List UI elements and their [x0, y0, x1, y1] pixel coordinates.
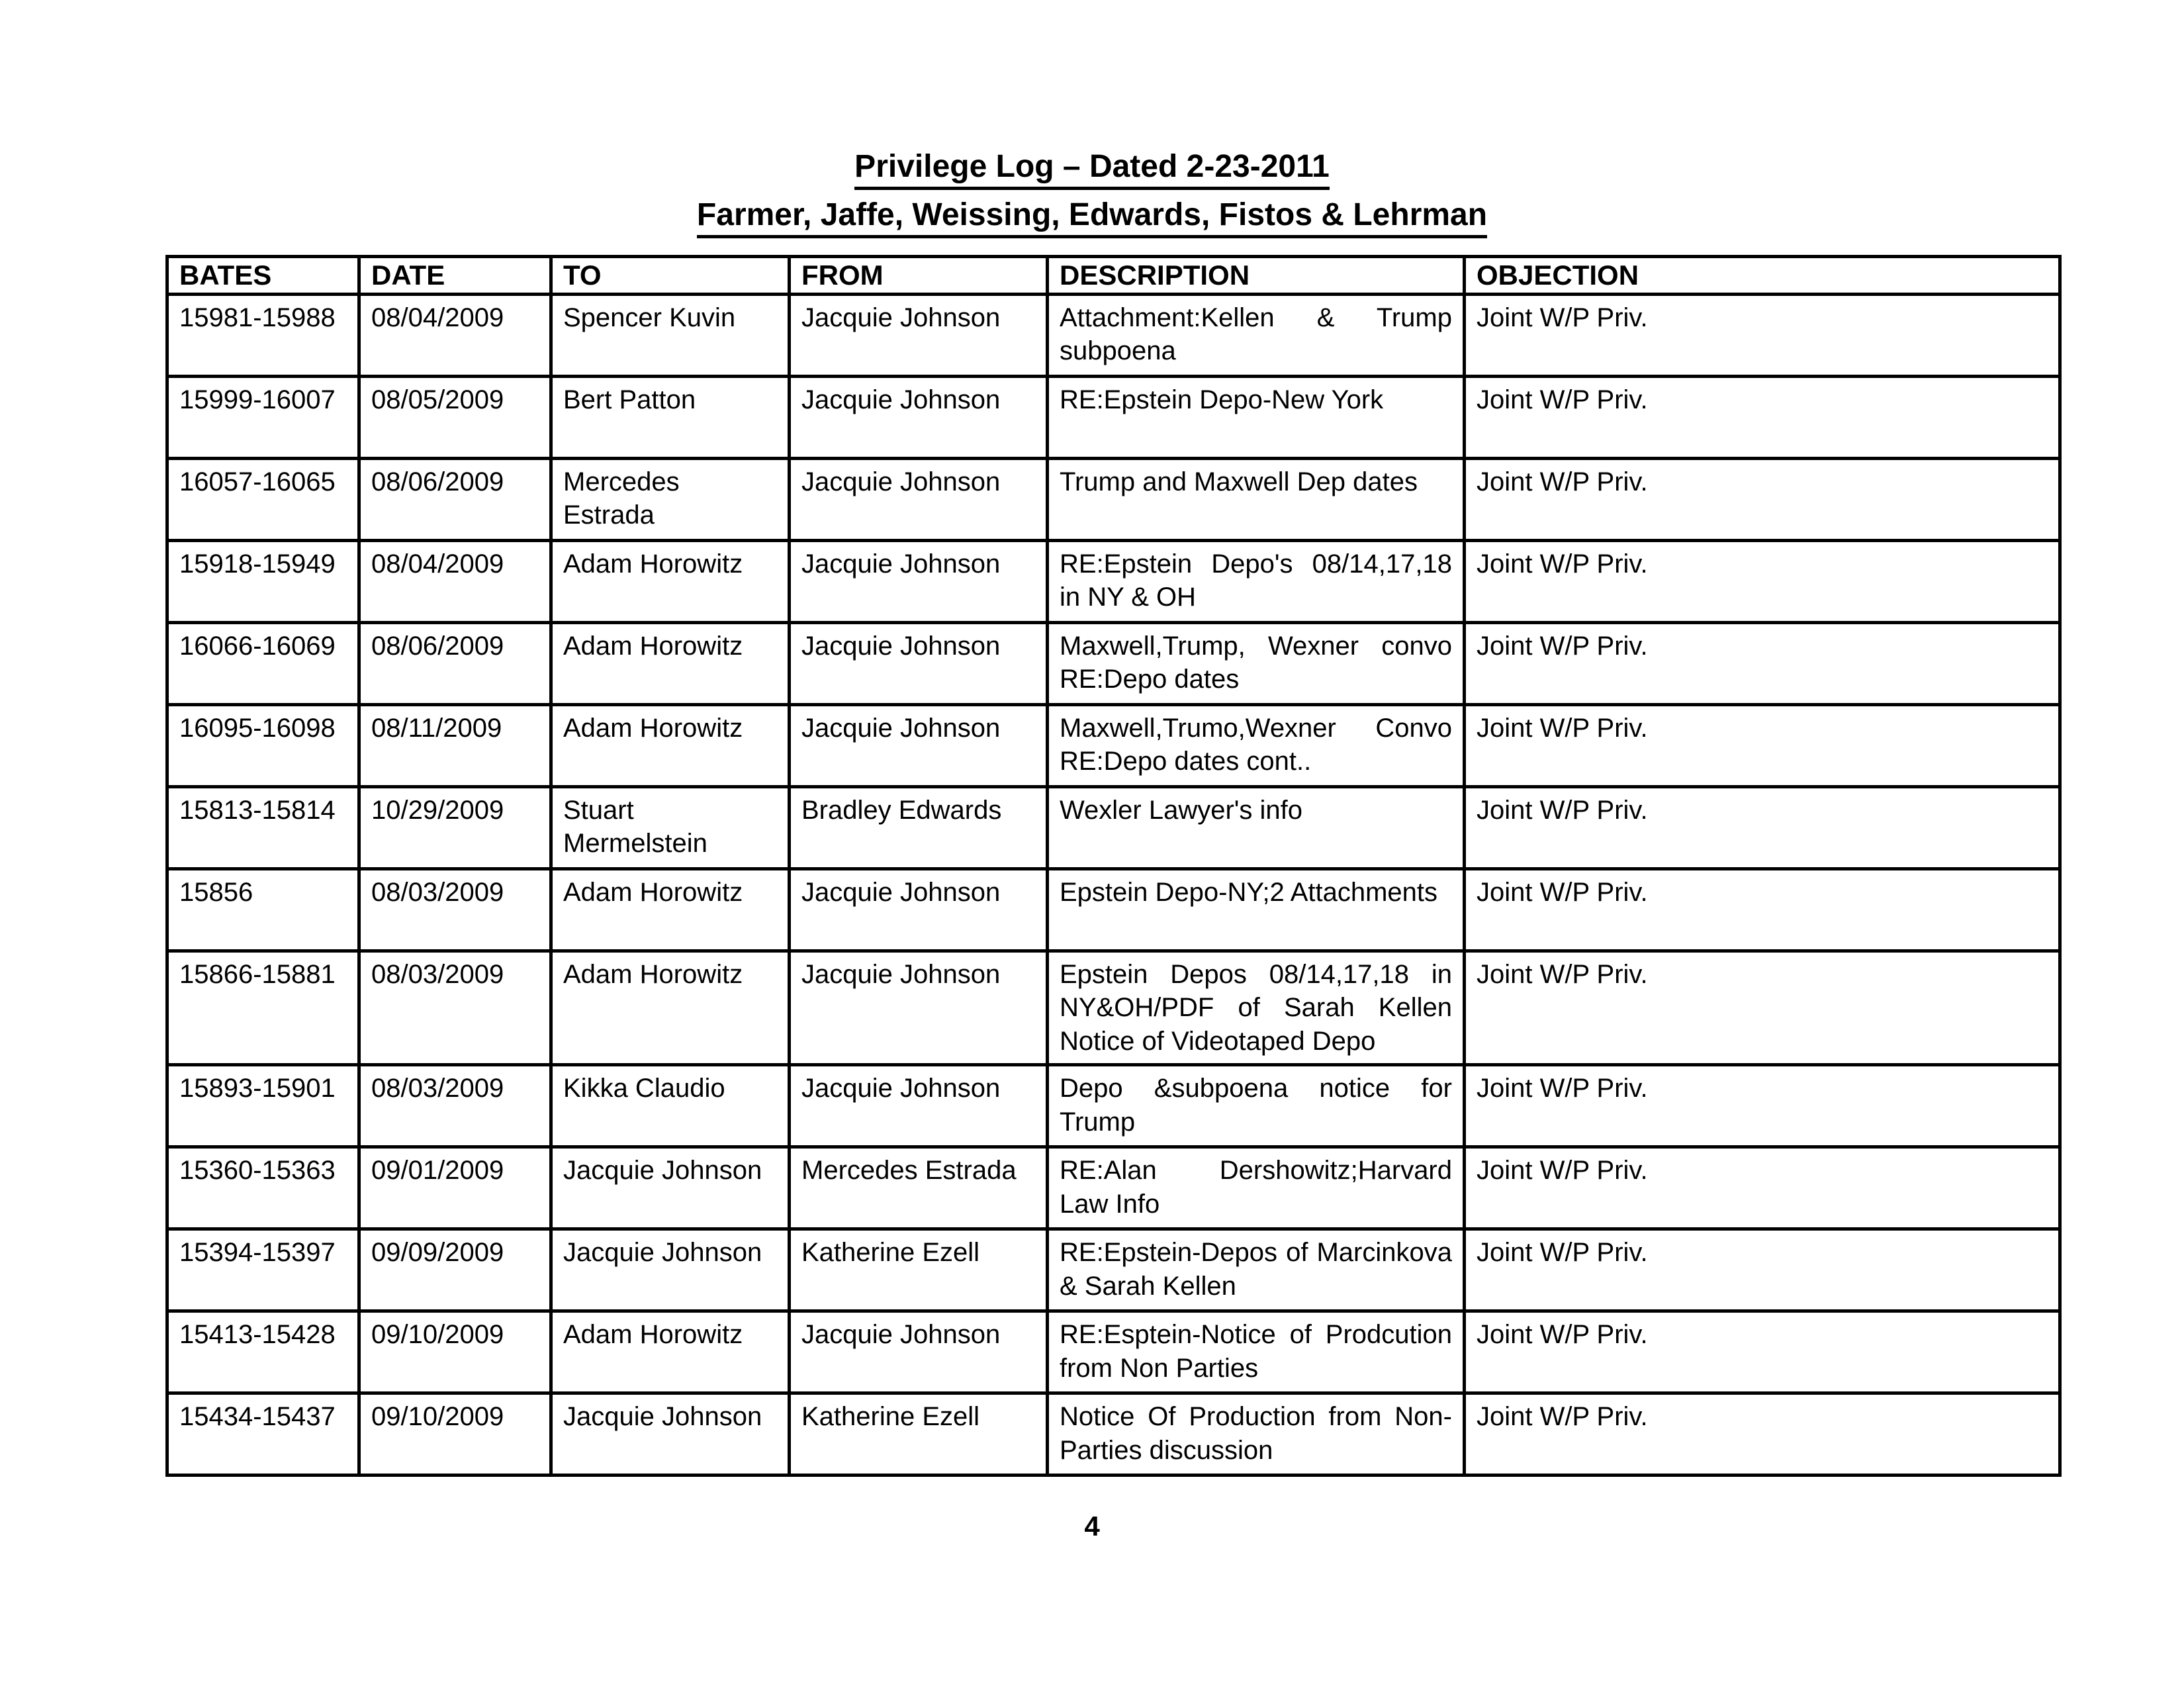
column-header-to: TO — [551, 257, 790, 295]
page-title: Privilege Log – Dated 2-23-2011 — [854, 151, 1330, 190]
cell-description: RE:Epstein Depo-New York — [1048, 377, 1465, 459]
cell-to: Adam Horowitz — [551, 869, 790, 951]
cell-description: Epstein Depo-NY;2 Attachments — [1048, 869, 1465, 951]
cell-bates: 15893-15901 — [167, 1065, 359, 1147]
cell-date: 09/01/2009 — [359, 1147, 551, 1229]
cell-from: Jacquie Johnson — [790, 869, 1048, 951]
cell-description: Wexler Lawyer's info — [1048, 787, 1465, 869]
column-header-from: FROM — [790, 257, 1048, 295]
cell-date: 09/10/2009 — [359, 1393, 551, 1476]
table-row — [167, 1065, 2060, 1147]
cell-bates: 15360-15363 — [167, 1147, 359, 1229]
cell-from: Katherine Ezell — [790, 1393, 1048, 1476]
cell-to: Adam Horowitz — [551, 623, 790, 705]
table-row — [167, 541, 2060, 623]
table-row — [167, 869, 2060, 951]
cell-from: Mercedes Estrada — [790, 1147, 1048, 1229]
page-subtitle: Farmer, Jaffe, Weissing, Edwards, Fistos & Lehrman — [697, 199, 1487, 238]
table-header — [167, 257, 2060, 295]
title-block — [0, 151, 2184, 238]
column-header-bates: BATES — [167, 257, 359, 295]
table-row — [167, 1311, 2060, 1393]
cell-description: RE:Epstein-Depos of Marcinkova & Sarah Kellen — [1048, 1229, 1465, 1311]
cell-objection: Joint W/P Priv. — [1465, 377, 2060, 459]
cell-date: 08/11/2009 — [359, 705, 551, 787]
table-row — [167, 377, 2060, 459]
table-row — [167, 787, 2060, 869]
cell-objection: Joint W/P Priv. — [1465, 1065, 2060, 1147]
cell-date: 08/06/2009 — [359, 459, 551, 541]
cell-to: Adam Horowitz — [551, 705, 790, 787]
cell-bates: 15856 — [167, 869, 359, 951]
table-row — [167, 623, 2060, 705]
cell-to: Spencer Kuvin — [551, 295, 790, 377]
cell-objection: Joint W/P Priv. — [1465, 459, 2060, 541]
cell-objection: Joint W/P Priv. — [1465, 541, 2060, 623]
cell-objection: Joint W/P Priv. — [1465, 1229, 2060, 1311]
cell-to: Adam Horowitz — [551, 951, 790, 1065]
cell-from: Jacquie Johnson — [790, 1065, 1048, 1147]
cell-date: 08/05/2009 — [359, 377, 551, 459]
cell-to: Adam Horowitz — [551, 541, 790, 623]
cell-bates: 16057-16065 — [167, 459, 359, 541]
cell-date: 08/04/2009 — [359, 295, 551, 377]
cell-from: Bradley Edwards — [790, 787, 1048, 869]
page-number: 4 — [1084, 1511, 1100, 1542]
page-title-row — [0, 151, 2184, 190]
cell-bates: 15981-15988 — [167, 295, 359, 377]
cell-from: Jacquie Johnson — [790, 623, 1048, 705]
cell-bates: 16066-16069 — [167, 623, 359, 705]
cell-description: RE:Esptein-Notice of Prodcution from Non Parties — [1048, 1311, 1465, 1393]
cell-from: Jacquie Johnson — [790, 951, 1048, 1065]
cell-objection: Joint W/P Priv. — [1465, 1393, 2060, 1476]
cell-from: Jacquie Johnson — [790, 377, 1048, 459]
cell-date: 08/03/2009 — [359, 1065, 551, 1147]
cell-to: Jacquie Johnson — [551, 1147, 790, 1229]
cell-description: Attachment:Kellen & Trump subpoena — [1048, 295, 1465, 377]
cell-bates: 15434-15437 — [167, 1393, 359, 1476]
cell-from: Jacquie Johnson — [790, 459, 1048, 541]
cell-date: 08/06/2009 — [359, 623, 551, 705]
table-row — [167, 1147, 2060, 1229]
cell-description: Trump and Maxwell Dep dates — [1048, 459, 1465, 541]
cell-objection: Joint W/P Priv. — [1465, 623, 2060, 705]
cell-description: Epstein Depos 08/14,17,18 in NY&OH/PDF of Sarah Kellen Notice of Videotaped Depo — [1048, 951, 1465, 1065]
cell-description: Notice Of Production from Non-Parties discussion — [1048, 1393, 1465, 1476]
column-header-description: DESCRIPTION — [1048, 257, 1465, 295]
cell-to: Mercedes Estrada — [551, 459, 790, 541]
cell-objection: Joint W/P Priv. — [1465, 295, 2060, 377]
cell-to: Kikka Claudio — [551, 1065, 790, 1147]
cell-date: 09/10/2009 — [359, 1311, 551, 1393]
cell-date: 08/03/2009 — [359, 869, 551, 951]
cell-date: 10/29/2009 — [359, 787, 551, 869]
cell-objection: Joint W/P Priv. — [1465, 1311, 2060, 1393]
cell-to: Adam Horowitz — [551, 1311, 790, 1393]
cell-to: Bert Patton — [551, 377, 790, 459]
cell-to: Jacquie Johnson — [551, 1229, 790, 1311]
column-header-date: DATE — [359, 257, 551, 295]
cell-date: 09/09/2009 — [359, 1229, 551, 1311]
cell-objection: Joint W/P Priv. — [1465, 869, 2060, 951]
cell-objection: Joint W/P Priv. — [1465, 705, 2060, 787]
cell-bates: 16095-16098 — [167, 705, 359, 787]
cell-objection: Joint W/P Priv. — [1465, 787, 2060, 869]
cell-from: Katherine Ezell — [790, 1229, 1048, 1311]
page-subtitle-row — [0, 199, 2184, 238]
cell-to: Jacquie Johnson — [551, 1393, 790, 1476]
cell-date: 08/04/2009 — [359, 541, 551, 623]
table-body — [167, 295, 2060, 1476]
cell-to: Stuart Mermelstein — [551, 787, 790, 869]
table-row — [167, 459, 2060, 541]
cell-from: Jacquie Johnson — [790, 295, 1048, 377]
cell-from: Jacquie Johnson — [790, 705, 1048, 787]
cell-from: Jacquie Johnson — [790, 1311, 1048, 1393]
cell-description: Depo &subpoena notice for Trump — [1048, 1065, 1465, 1147]
cell-description: Maxwell,Trumo,Wexner Convo RE:Depo dates cont.. — [1048, 705, 1465, 787]
cell-bates: 15394-15397 — [167, 1229, 359, 1311]
cell-description: RE:Epstein Depo's 08/14,17,18 in NY & OH — [1048, 541, 1465, 623]
table-row — [167, 1393, 2060, 1476]
table-row — [167, 1229, 2060, 1311]
table-row — [167, 705, 2060, 787]
cell-bates: 15866-15881 — [167, 951, 359, 1065]
column-header-objection: OBJECTION — [1465, 257, 2060, 295]
cell-date: 08/03/2009 — [359, 951, 551, 1065]
cell-description: RE:Alan Dershowitz;Harvard Law Info — [1048, 1147, 1465, 1229]
cell-description: Maxwell,Trump, Wexner convo RE:Depo dates — [1048, 623, 1465, 705]
cell-objection: Joint W/P Priv. — [1465, 951, 2060, 1065]
cell-bates: 15999-16007 — [167, 377, 359, 459]
cell-bates: 15918-15949 — [167, 541, 359, 623]
table-header-row — [167, 257, 2060, 295]
privilege-log-table — [165, 255, 2062, 1477]
cell-bates: 15813-15814 — [167, 787, 359, 869]
table-row — [167, 951, 2060, 1065]
cell-from: Jacquie Johnson — [790, 541, 1048, 623]
cell-objection: Joint W/P Priv. — [1465, 1147, 2060, 1229]
table-row — [167, 295, 2060, 377]
cell-bates: 15413-15428 — [167, 1311, 359, 1393]
